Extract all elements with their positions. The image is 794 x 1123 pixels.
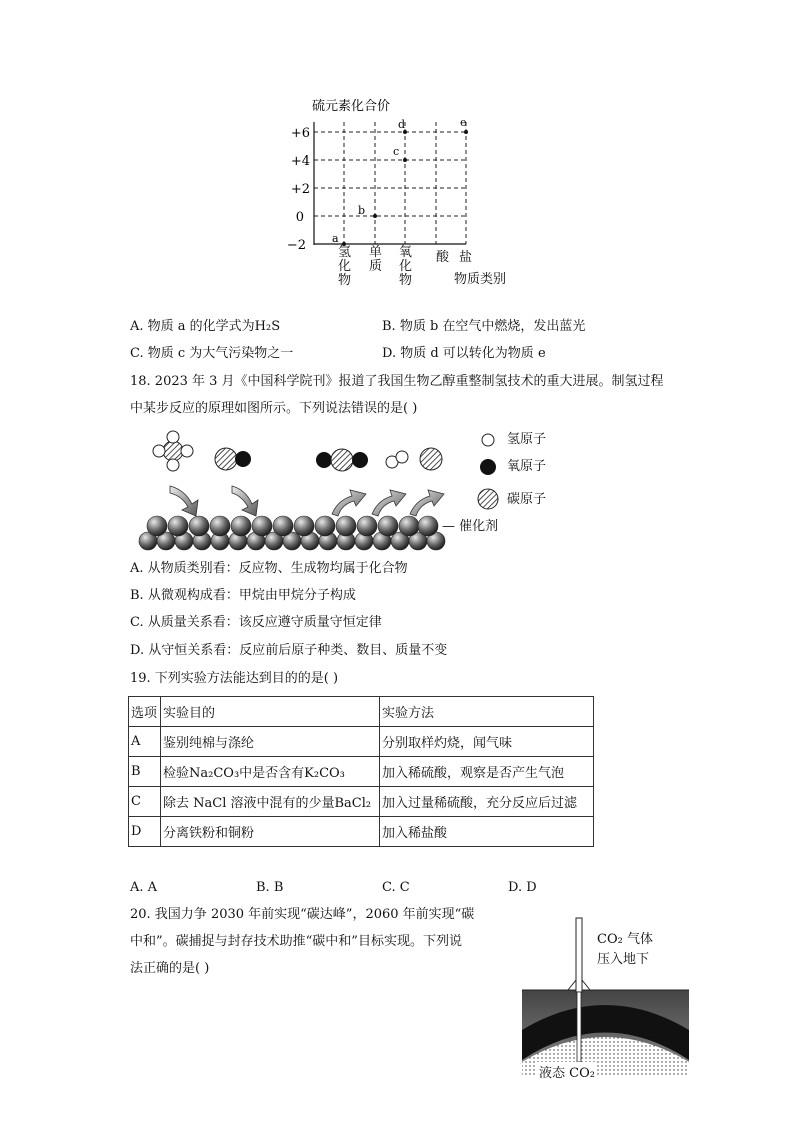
point-b (373, 214, 377, 218)
table-header-row (129, 697, 594, 727)
header-option: 选项 (129, 697, 161, 727)
x-label-oxide: 氧化物 (399, 245, 413, 288)
product-h2 (386, 451, 408, 468)
x-label-salt: 盐 (459, 250, 473, 265)
legend-o-icon (480, 459, 496, 475)
reaction-arrows (170, 486, 444, 516)
q20-line1: 20. 我国力争 2030 年前实现“碳达峰”，2060 年前实现“碳 (130, 907, 475, 922)
q18-stem-line1: 18. 2023 年 3 月《中国科学院刊》报道了我国生物乙醇重整制氢技术的重大进展。制氢过程 (130, 374, 664, 389)
point-label-c: c (393, 145, 400, 158)
point-label-a: a (332, 232, 339, 245)
q17-option-d[interactable]: D. 物质 d 可以转化为物质 e (382, 346, 546, 361)
y-tick-6: +6 (290, 126, 310, 141)
q20-line3: 法正确的是( ) (130, 961, 210, 976)
chart-y-title: 硫元素化合价 (312, 99, 391, 114)
q20-line2: 中和”。碳捕捉与封存技术助推“碳中和”目标实现。下列说 (130, 934, 462, 949)
table-row: D 分离铁粉和铜粉 加入稀盐酸 (129, 817, 594, 847)
x-label-element: 单质 (369, 245, 383, 274)
q18-option-b[interactable]: B. 从微观构成看：甲烷由甲烷分子构成 (130, 588, 356, 603)
y-tick-4: +4 (290, 154, 310, 169)
y-tick-2: +2 (290, 182, 310, 197)
point-label-d: d (398, 118, 406, 131)
q18-stem-line2: 中某步反应的原理如图所示。下列说法错误的是( ) (130, 401, 418, 416)
gas-label-1: CO₂ 气体 (597, 932, 653, 947)
q19-answer-c[interactable]: C. C (382, 880, 410, 895)
q19-answer-a[interactable]: A. A (130, 880, 158, 895)
gas-label-2: 压入地下 (597, 952, 650, 967)
x-axis-title: 物质类别 (454, 272, 507, 287)
q17-option-a[interactable]: A. 物质 a 的化学式为H₂S (130, 319, 281, 334)
x-label-acid: 酸 (436, 250, 450, 265)
point-label-b: b (358, 204, 366, 217)
point-label-e: e (460, 116, 467, 129)
table-row: C 除去 NaCl 溶液中混有的少量BaCl₂ 加入过量稀硫酸，充分反应后过滤 (129, 787, 594, 817)
y-tick-0: 0 (295, 210, 304, 225)
legend-c-label: 碳原子 (507, 492, 547, 507)
liquid-co2-label: 液态 CO₂ (537, 1062, 597, 1085)
product-co2 (316, 449, 368, 471)
q18-option-d[interactable]: D. 从守恒关系看：反应前后原子种类、数目、质量不变 (130, 643, 448, 658)
x-label-hydride: 氢化物 (338, 245, 352, 288)
reactant-co (215, 448, 251, 470)
catalyst-label: — 催化剂 (442, 519, 499, 534)
header-method: 实验方法 (380, 697, 594, 727)
q19-answer-b[interactable]: B. B (256, 880, 284, 895)
q18-option-c[interactable]: C. 从质量关系看：该反应遵守质量守恒定律 (130, 615, 382, 630)
table-row: B 检验Na₂CO₃中是否含有K₂CO₃ 加入稀硫酸，观察是否产生气泡 (129, 757, 594, 787)
legend-c-icon (478, 489, 498, 509)
q18-option-a[interactable]: A. 从物质类别看：反应物、生成物均属于化合物 (130, 561, 408, 576)
q19-answer-d[interactable]: D. D (508, 880, 537, 895)
y-tick-neg2: −2 (286, 238, 306, 253)
legend-o-label: 氧原子 (507, 459, 547, 474)
product-carbon (420, 448, 442, 470)
experiment-table (128, 696, 594, 847)
point-e (464, 130, 468, 134)
header-purpose: 实验目的 (161, 697, 380, 727)
q19-stem: 19. 下列实验方法能达到目的的是( ) (130, 671, 339, 686)
legend-h-icon (482, 434, 494, 446)
catalyst-surface (139, 516, 445, 550)
chart-grid (314, 122, 466, 244)
q17-option-b[interactable]: B. 物质 b 在空气中燃烧，发出蓝光 (382, 319, 586, 334)
legend-h-label: 氢原子 (507, 432, 547, 447)
methane-molecule (153, 431, 193, 471)
point-c (403, 158, 407, 162)
table-row: A 鉴别纯棉与涤纶 分别取样灼烧，闻气味 (129, 727, 594, 757)
injection-pipe (576, 918, 582, 992)
q17-option-c[interactable]: C. 物质 c 为大气污染物之一 (130, 346, 294, 361)
